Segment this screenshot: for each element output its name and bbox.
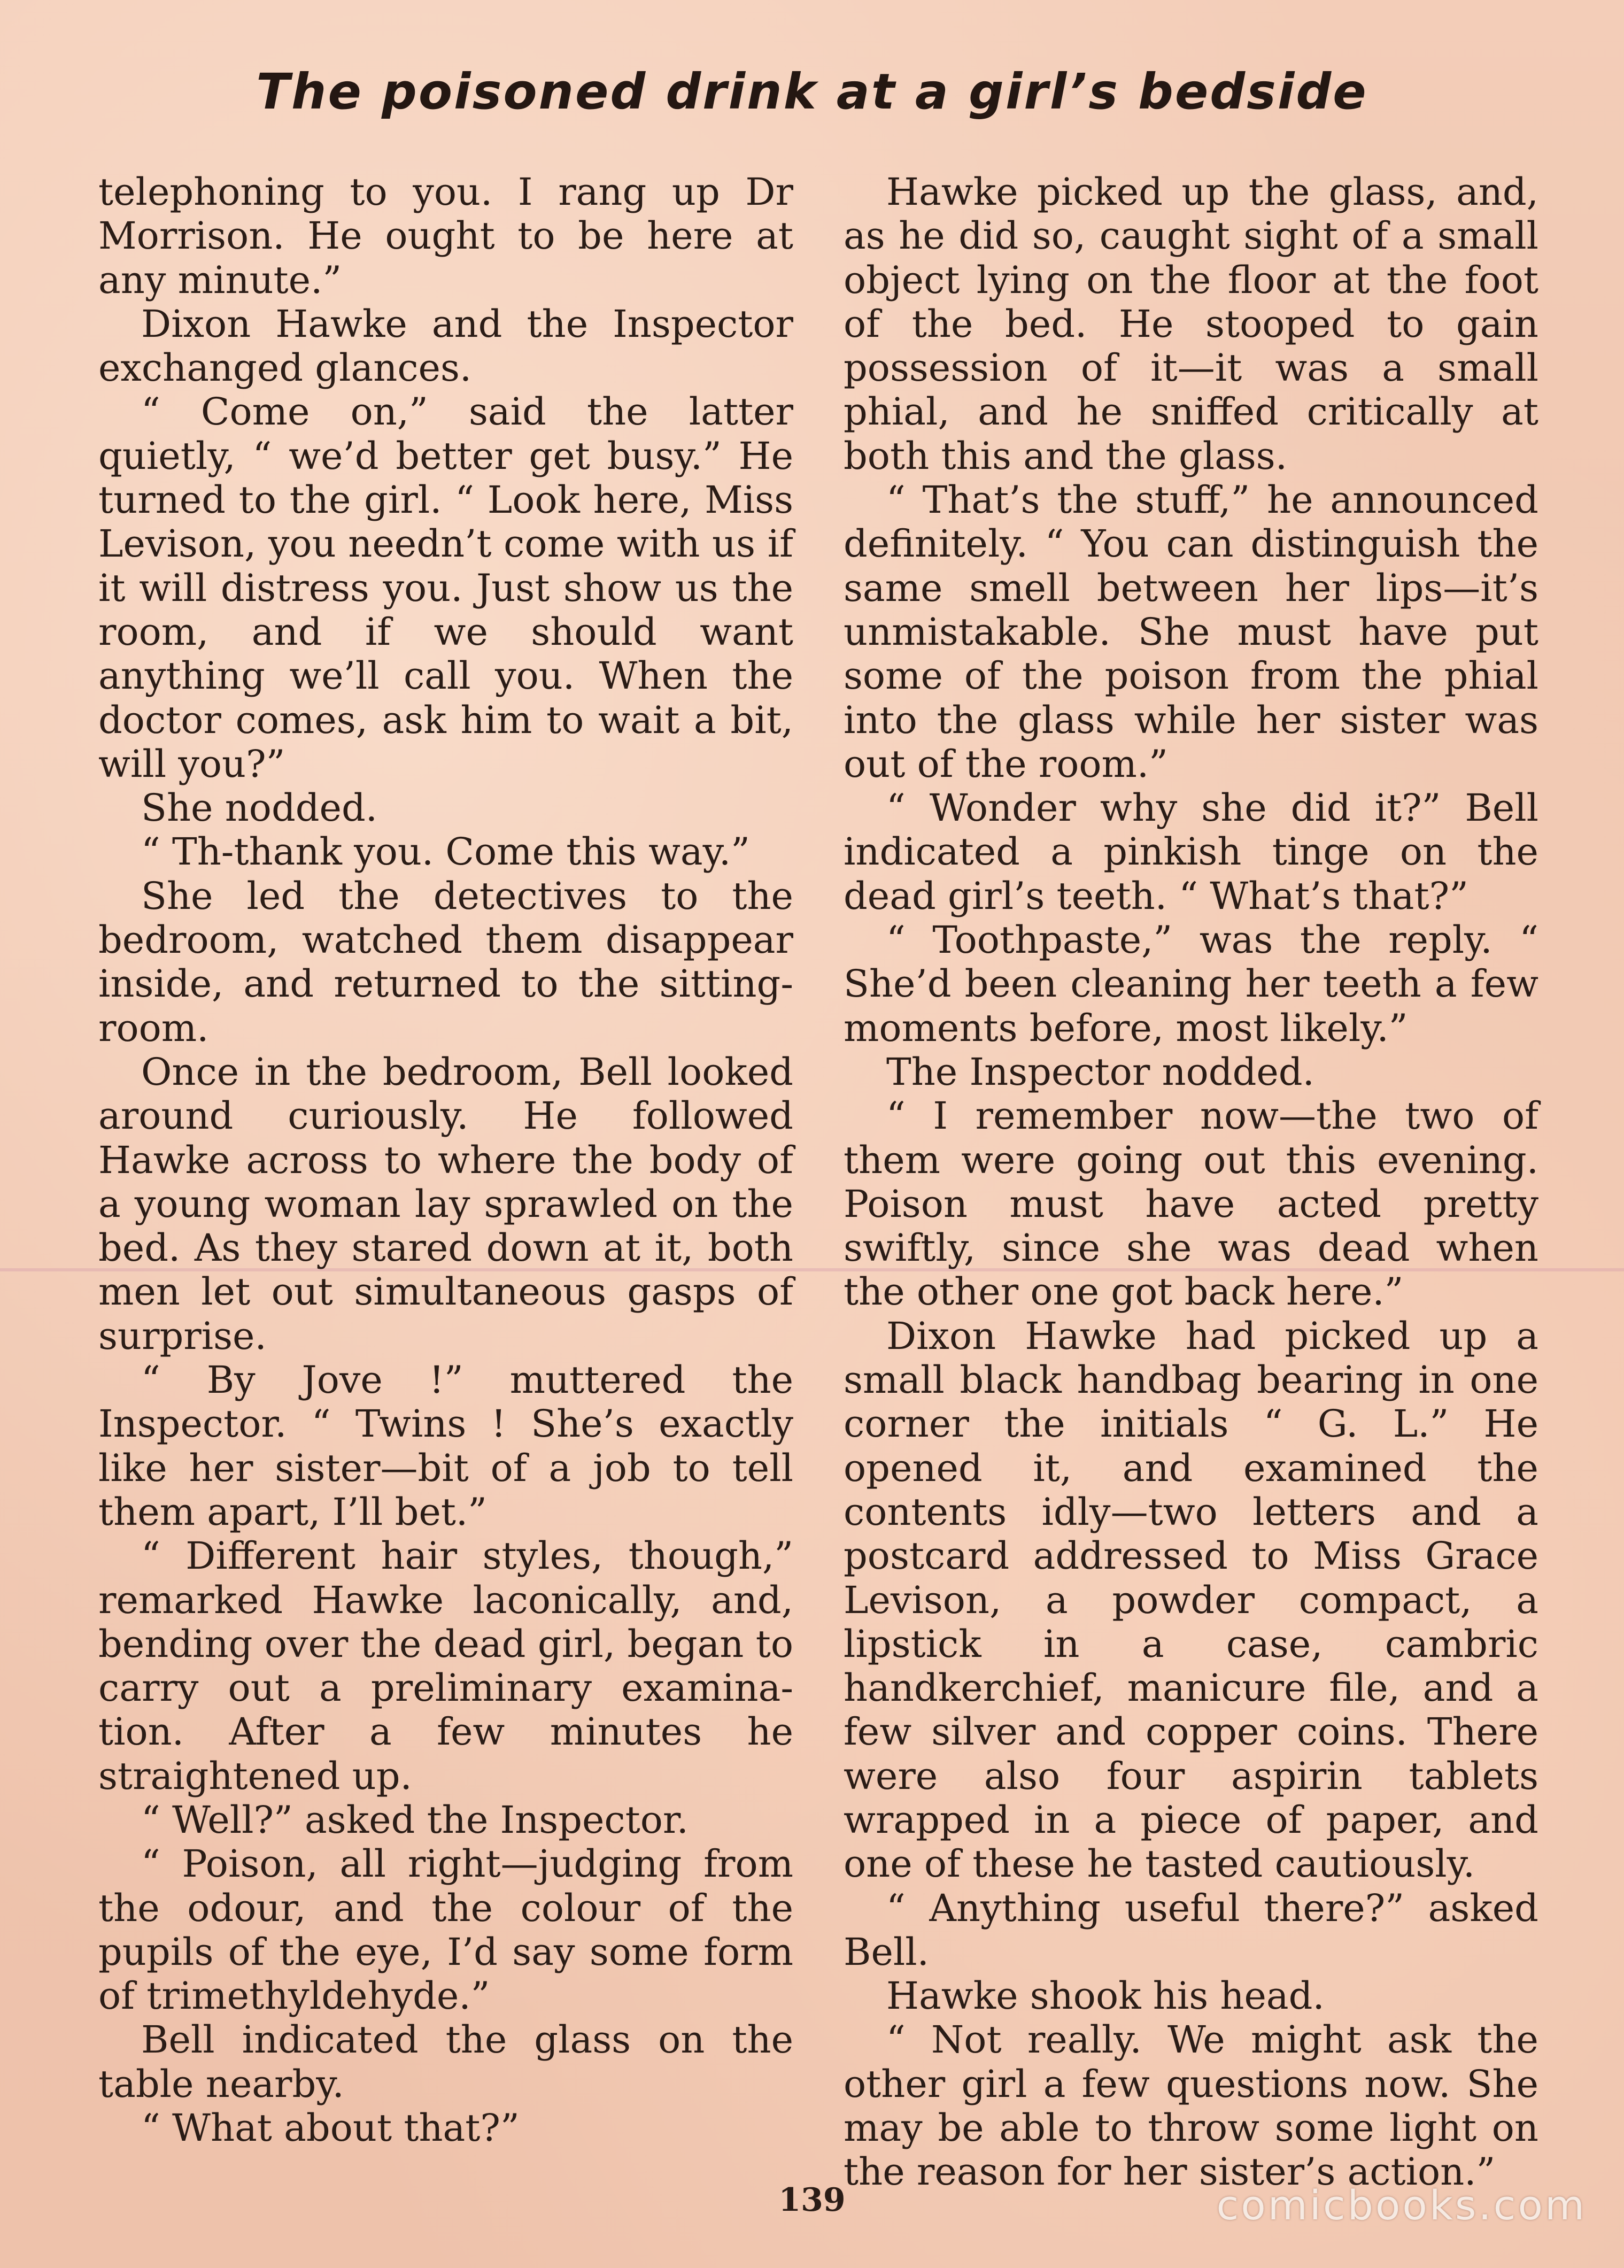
paragraph: Hawke shook his head. [886, 1974, 1325, 2018]
paragraph: She led the detectives to the bedroom, watched them disappear inside, and returned to the sitting-room. [98, 874, 793, 1050]
paragraph: “ What about that?” [141, 2106, 520, 2150]
paragraph: Dixon Hawke and the Inspector exchanged glances. [98, 302, 793, 390]
paragraph: “ That’s the stuff,” he announced definitely. “ You can distinguish the same smell between her lips—it’s unmistakable. She must have put some of the poison from the phial into the glass while her sister was out of the room.” [844, 478, 1538, 786]
paragraph: telephoning to you. I rang up Dr Morrison. He ought to be here at any minute.” [98, 170, 793, 302]
paragraph: “ Poison, all right—judging from the odour, and the colour of the pupils of the eye, I’d say some form of trimethyldehyde.” [98, 1842, 793, 2018]
paragraph: She nodded. [141, 786, 378, 830]
paragraph: Once in the bedroom, Bell looked around curiously. He followed Hawke across to where the body of a young woman lay sprawled on the bed. As they stared down at it, both men let out simultaneous gasps of surprise. [98, 1050, 793, 1358]
paragraph: “ Anything useful there?” asked Bell. [844, 1886, 1538, 1974]
watermark: comicbooks.com [1216, 2181, 1587, 2229]
left-column [98, 170, 793, 2150]
paragraph: “ Not really. We might ask the other girl a few questions now. She may be able to throw some light on the reason for her sister’s action.” [844, 2018, 1538, 2194]
paragraph: “ Well?” asked the Inspector. [141, 1798, 689, 1842]
paragraph: “ Th-thank you. Come this way.” [141, 830, 750, 874]
paragraph: Dixon Hawke had picked up a small black handbag bearing in one corner the initials “ G. L.” He opened it, and examined the contents idly—two letters and a postcard addressed to Miss Grace Levison, a powder compact, a lipstick in a case, cambric handkerchief, manicure file, and a few silver and copper coins. There were also four aspirin tablets wrapped in a piece of paper, and one of these he tasted cautiously. [844, 1314, 1538, 1886]
paragraph: “ Come on,” said the latter quietly, “ we’d better get busy.” He turned to the girl. “ Look here, Miss Levison, you needn’t come with us if it will distress you. Just show us the room, and if we should want anything we’ll call you. When the doctor comes, ask him to wait a bit, will you?” [98, 390, 793, 786]
right-column [844, 170, 1538, 2194]
paragraph: Hawke picked up the glass, and, as he did so, caught sight of a small object lying on the floor at the foot of the bed. He stooped to gain possession of it—it was a small phial, and he sniffed critically at both this and the glass. [844, 170, 1538, 478]
paragraph: “ Toothpaste,” was the reply. “ She’d been cleaning her teeth a few moments before, most likely.” [844, 918, 1538, 1050]
paragraph: “ Different hair styles, though,” remarked Hawke laconically, and, bending over the dead girl, began to carry out a preliminary examina-tion. After a few minutes he straightened up. [98, 1534, 793, 1798]
paragraph: “ Wonder why she did it?” Bell indicated a pinkish tinge on the dead girl’s teeth. “ What’s that?” [844, 786, 1538, 918]
paragraph: “ I remember now—the two of them were going out this evening. Poison must have acted pretty swiftly, since she was dead when the other one got back here.” [844, 1094, 1538, 1314]
paragraph: “ By Jove !” muttered the Inspector. “ Twins ! She’s exactly like her sister—bit of a job to tell them apart, I’ll bet.” [98, 1358, 793, 1534]
paragraph: The Inspector nodded. [886, 1050, 1314, 1094]
paragraph: Bell indicated the glass on the table nearby. [98, 2018, 793, 2106]
page-number: 139 [778, 2181, 846, 2219]
page-title: The poisoned drink at a girl’s bedside [256, 63, 1368, 120]
